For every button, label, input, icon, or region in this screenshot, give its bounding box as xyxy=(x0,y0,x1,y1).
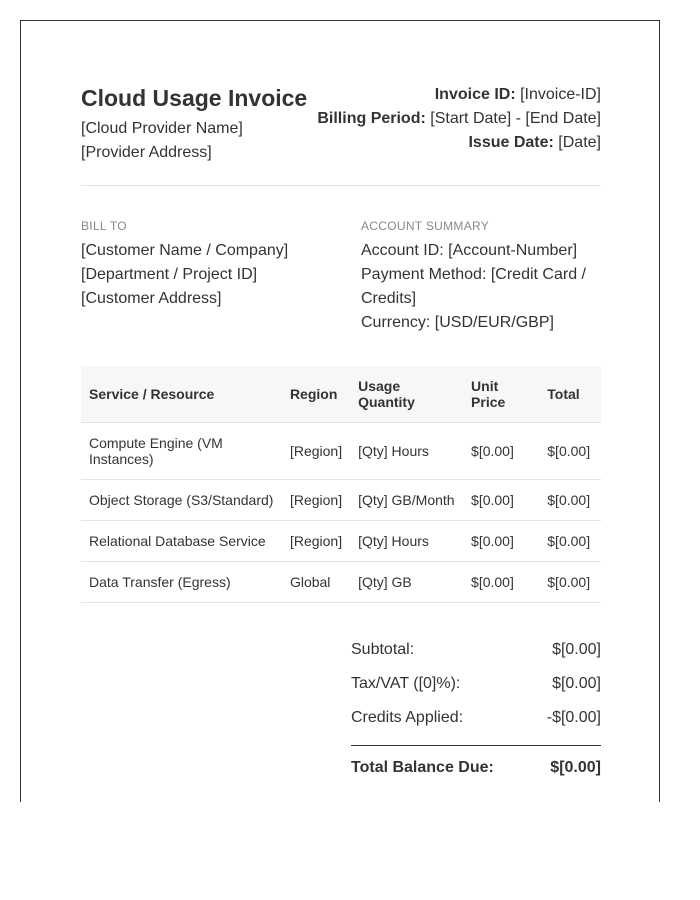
cell-region: [Region] xyxy=(282,423,350,480)
col-header-unit-price: Unit Price xyxy=(463,366,539,423)
table-header-row xyxy=(81,366,601,423)
cell-service: Relational Database Service xyxy=(81,521,282,562)
totals-divider xyxy=(351,745,601,746)
payment-method: Payment Method: [Credit Card / Credits] xyxy=(361,266,586,307)
billing-period-row xyxy=(317,107,601,131)
col-header-region: Region xyxy=(282,366,350,423)
invoice-page xyxy=(20,20,660,802)
cell-region: [Region] xyxy=(282,480,350,521)
credits-label: Credits Applied: xyxy=(351,709,464,726)
tax-value: $[0.00] xyxy=(552,675,601,692)
balance-due-value: $[0.00] xyxy=(550,759,601,776)
invoice-meta xyxy=(317,83,601,155)
table-row xyxy=(81,521,601,562)
invoice-header xyxy=(81,83,601,163)
account-id: Account ID: [Account-Number] xyxy=(361,242,578,259)
col-header-quantity: Usage Quantity xyxy=(350,366,463,423)
bill-to-section xyxy=(81,219,321,311)
billing-period-value: [Start Date] - [End Date] xyxy=(425,110,601,127)
bill-to-label: BILL TO xyxy=(81,219,127,233)
cell-unit-price: $[0.00] xyxy=(463,521,539,562)
usage-table-wrap xyxy=(81,366,601,603)
subtotal-label: Subtotal: xyxy=(351,641,415,658)
cell-unit-price: $[0.00] xyxy=(463,480,539,521)
table-row xyxy=(81,480,601,521)
cell-unit-price: $[0.00] xyxy=(463,423,539,480)
cell-total: $[0.00] xyxy=(539,480,601,521)
cell-service: Object Storage (S3/Standard) xyxy=(81,480,282,521)
account-summary-label: ACCOUNT SUMMARY xyxy=(361,219,490,233)
cell-unit-price: $[0.00] xyxy=(463,562,539,603)
account-summary-section xyxy=(361,219,601,335)
billing-period-label: Billing Period: xyxy=(317,110,426,127)
cell-quantity: [Qty] Hours xyxy=(350,423,463,480)
cell-total: $[0.00] xyxy=(539,521,601,562)
subtotal-value: $[0.00] xyxy=(552,641,601,658)
customer-address: [Customer Address] xyxy=(81,290,222,307)
cell-service: Compute Engine (VM Instances) xyxy=(81,423,282,480)
issue-date-row xyxy=(317,131,601,155)
cell-quantity: [Qty] GB xyxy=(350,562,463,603)
balance-due-row xyxy=(351,753,601,787)
tax-row xyxy=(351,669,601,703)
customer-name: [Customer Name / Company] xyxy=(81,242,289,259)
credits-value: -$[0.00] xyxy=(546,709,601,726)
subtotal-row xyxy=(351,635,601,669)
invoice-title: Cloud Usage Invoice xyxy=(81,85,308,111)
tax-label: Tax/VAT ([0]%): xyxy=(351,675,461,692)
usage-table-head xyxy=(81,366,601,423)
invoice-id-label: Invoice ID: xyxy=(434,86,516,103)
cell-quantity: [Qty] Hours xyxy=(350,521,463,562)
table-row xyxy=(81,562,601,603)
col-header-total: Total xyxy=(539,366,601,423)
cell-region: [Region] xyxy=(282,521,350,562)
issue-date-label: Issue Date: xyxy=(468,134,554,151)
col-header-service: Service / Resource xyxy=(81,366,282,423)
balance-due-label: Total Balance Due: xyxy=(351,759,494,776)
cell-total: $[0.00] xyxy=(539,562,601,603)
invoice-id-value: [Invoice-ID] xyxy=(515,86,601,103)
cell-total: $[0.00] xyxy=(539,423,601,480)
currency: Currency: [USD/EUR/GBP] xyxy=(361,314,554,331)
cell-region: Global xyxy=(282,562,350,603)
usage-table xyxy=(81,366,601,603)
header-divider xyxy=(81,185,601,186)
usage-table-body xyxy=(81,423,601,603)
credits-row xyxy=(351,703,601,737)
issue-date-value: [Date] xyxy=(553,134,601,151)
customer-department: [Department / Project ID] xyxy=(81,266,258,283)
cell-quantity: [Qty] GB/Month xyxy=(350,480,463,521)
table-row xyxy=(81,423,601,480)
totals-section xyxy=(351,635,601,776)
invoice-id-row xyxy=(317,83,601,107)
cell-service: Data Transfer (Egress) xyxy=(81,562,282,603)
provider-name: [Cloud Provider Name] xyxy=(81,120,243,137)
provider-address: [Provider Address] xyxy=(81,144,212,161)
